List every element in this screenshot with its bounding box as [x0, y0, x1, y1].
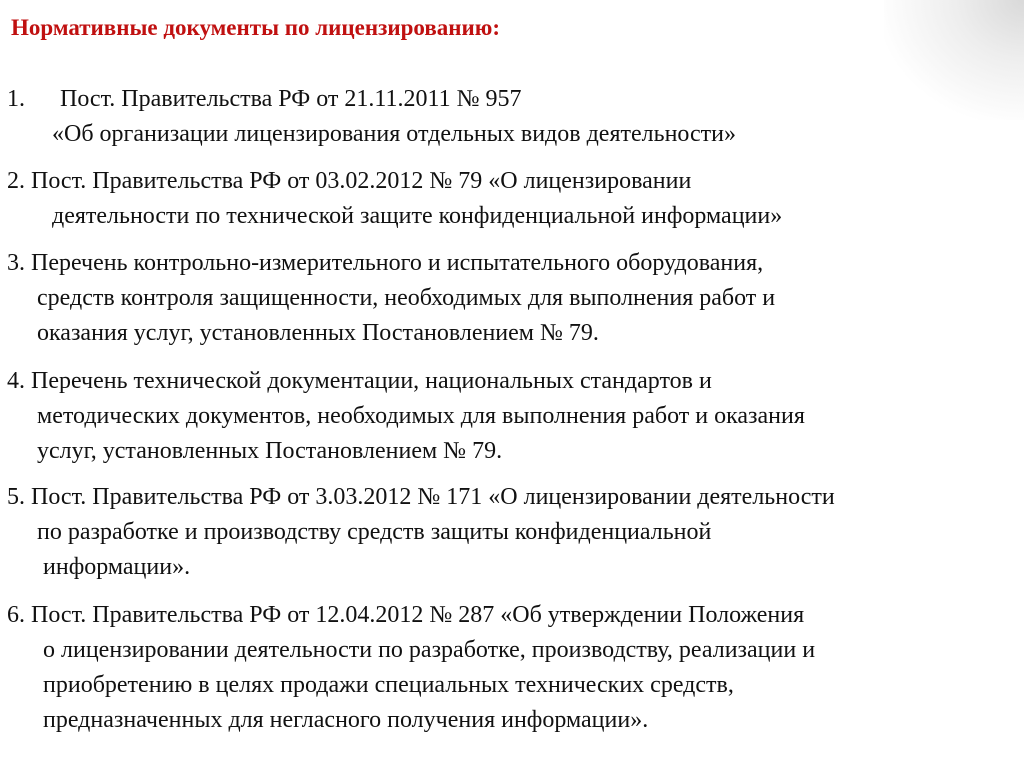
list-item-text: методических документов, необходимых для выполнения работ и оказания	[37, 403, 805, 429]
list-item-line	[7, 550, 835, 585]
list-item-line	[7, 281, 775, 316]
list-item-text: средств контроля защищенности, необходимых для выполнения работ и	[37, 285, 776, 311]
list-item-text: Пост. Правительства РФ от 12.04.2012 № 287 «Об утверждении Положения	[31, 602, 805, 628]
list-item-text: информации».	[43, 554, 191, 580]
list-item-line	[7, 668, 815, 703]
list-item-number: 6.	[7, 602, 25, 628]
list-item-number: 3.	[7, 250, 25, 276]
list-item-text: Пост. Правительства РФ от 03.02.2012 № 79 «О лицензировании	[31, 168, 692, 194]
list-item-line	[7, 82, 736, 117]
list-item-line	[7, 316, 775, 351]
list-item-4	[7, 364, 805, 469]
list-item-1	[7, 82, 736, 152]
list-item-6	[7, 598, 815, 738]
list-item-line	[7, 703, 815, 738]
list-item-number: 5.	[7, 484, 25, 510]
list-item-2	[7, 164, 782, 234]
list-item-3	[7, 246, 775, 351]
slide-title: Нормативные документы по лицензированию:	[11, 15, 501, 40]
list-item-number: 2.	[7, 168, 25, 194]
list-item-text: Перечень технической документации, национальных стандартов и	[31, 368, 712, 394]
list-item-number: 1.	[7, 86, 25, 112]
list-item-text: о лицензировании деятельности по разработке, производству, реализации и	[43, 637, 816, 663]
list-item-line	[7, 364, 805, 399]
list-item-line	[7, 480, 835, 515]
list-item-text: Пост. Правительства РФ от 21.11.2011 № 957	[60, 86, 522, 112]
list-item-text: Пост. Правительства РФ от 3.03.2012 № 171 «О лицензировании деятельности	[31, 484, 835, 510]
list-item-text: Перечень контрольно-измерительного и испытательного оборудования,	[31, 250, 764, 276]
list-item-line	[7, 199, 782, 234]
list-item-text: предназначенных для негласного получения информации».	[43, 707, 649, 733]
list-item-line	[7, 598, 815, 633]
list-item-line	[7, 633, 815, 668]
list-item-line	[7, 515, 835, 550]
list-item-line	[7, 399, 805, 434]
corner-shadow	[884, 0, 1024, 120]
list-item-line	[7, 434, 805, 469]
list-item-text: деятельности по технической защите конфиденциальной информации»	[52, 203, 783, 229]
list-item-text: оказания услуг, установленных Постановлением № 79.	[37, 320, 599, 346]
list-item-5	[7, 480, 835, 585]
list-item-text: услуг, установленных Постановлением № 79.	[37, 438, 503, 464]
list-item-text: по разработке и производству средств защиты конфиденциальной	[37, 519, 712, 545]
list-item-text: «Об организации лицензирования отдельных видов деятельности»	[52, 121, 736, 147]
list-item-line	[7, 246, 775, 281]
list-item-line	[7, 117, 736, 152]
list-item-number: 4.	[7, 368, 25, 394]
list-item-text: приобретению в целях продажи специальных технических средств,	[43, 672, 734, 698]
list-item-line	[7, 164, 782, 199]
